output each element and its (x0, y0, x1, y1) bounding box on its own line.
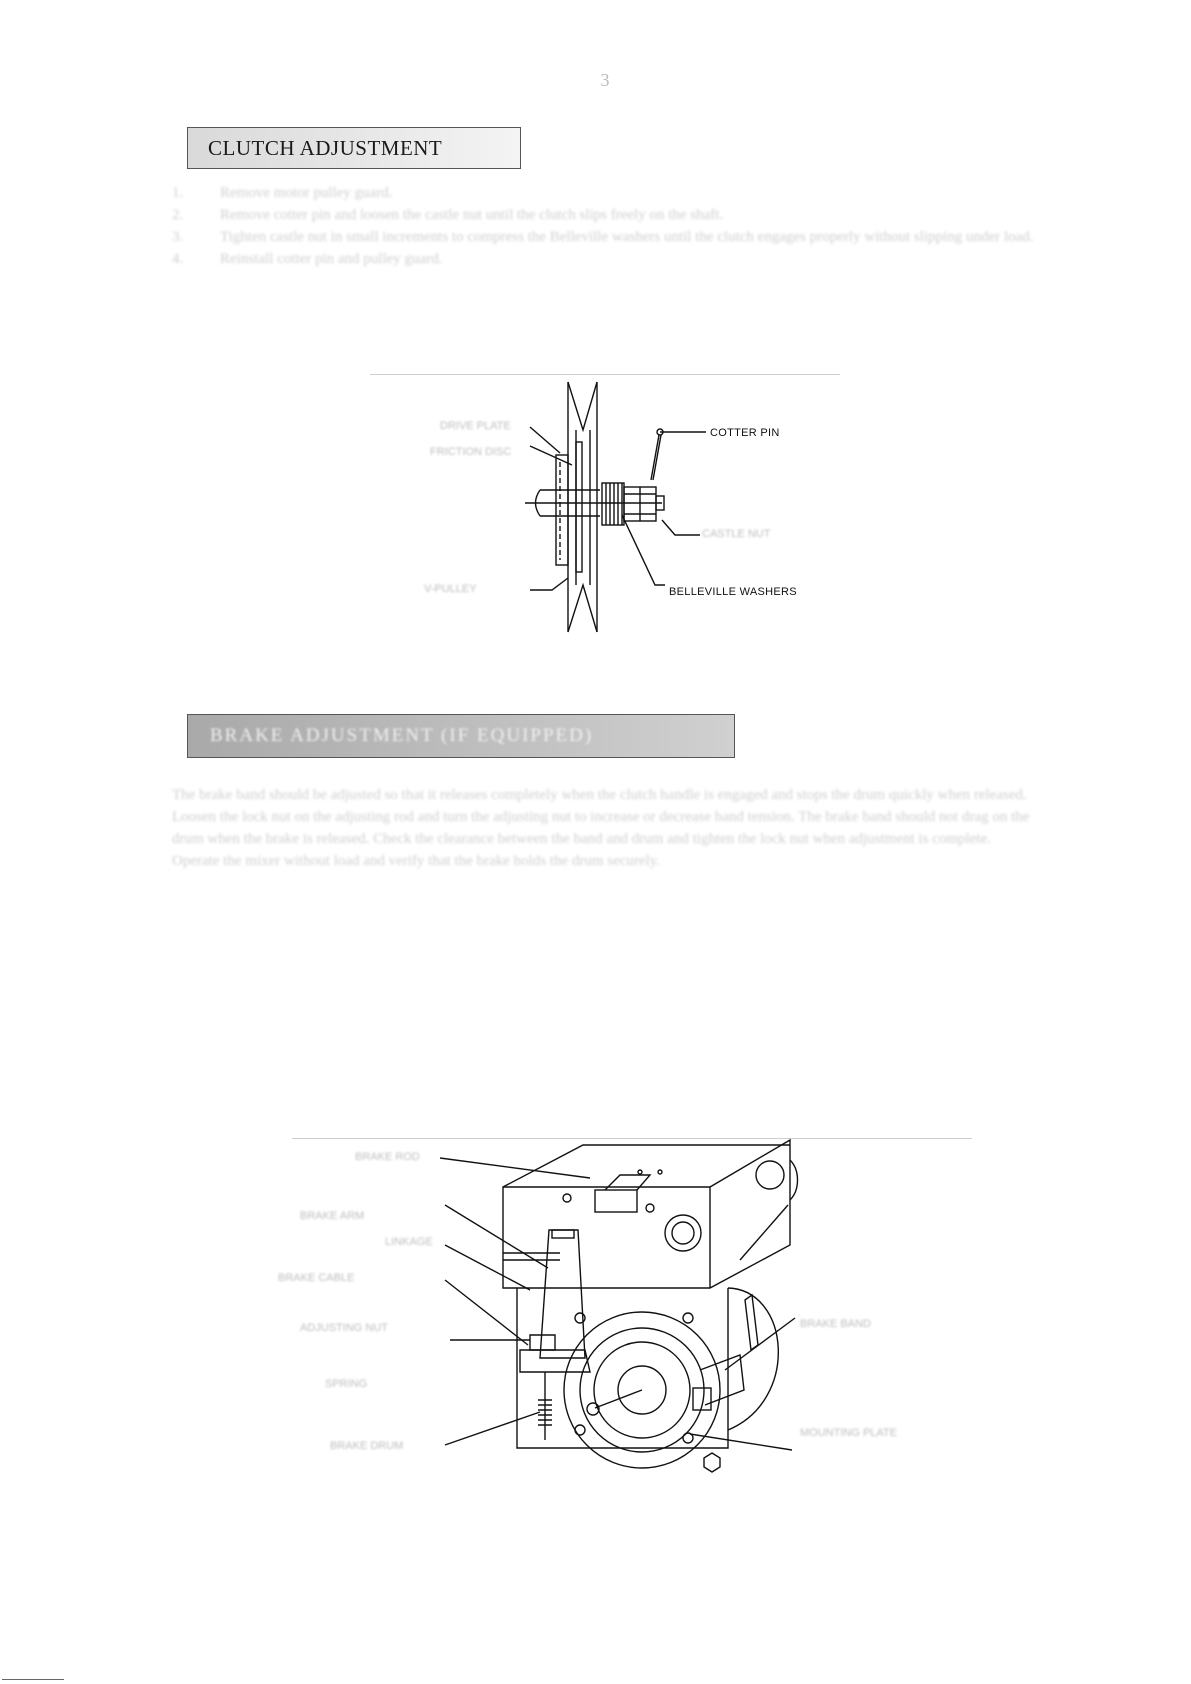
label-faded: DRIVE PLATE (440, 420, 511, 432)
section-heading-label: CLUTCH ADJUSTMENT (208, 136, 443, 160)
instruction-step: 1. Remove motor pulley guard. (172, 185, 393, 201)
label-cotter-pin: COTTER PIN (710, 427, 780, 439)
label-faded: BRAKE ARM (300, 1210, 365, 1222)
label-faded: V-PULLEY (424, 583, 477, 595)
label-faded: BRAKE CABLE (278, 1272, 355, 1284)
label-faded: FRICTION DISC (430, 446, 512, 458)
label-faded: LINKAGE (385, 1236, 433, 1248)
brake-instructions: The brake band should be adjusted so that it releases completely when the clutch handle is engaged and stops the drum quickly when released. Loosen the lock nut on the adjusting rod and turn the adjusting nut to increase or decrease band tension. The brake band should not drag on the drum when the brake is released. Check the clearance between the band and drum and tighten the lock nut when adjustment is complete. Operate the mixer without load and verify that the brake holds the drum securely. (172, 787, 1030, 869)
label-belleville-washers: BELLEVILLE WASHERS (669, 586, 797, 598)
section-heading-label: BRAKE ADJUSTMENT (IF EQUIPPED) (210, 725, 594, 746)
page-number: 3 (600, 70, 610, 90)
label-faded: BRAKE BAND (800, 1318, 871, 1330)
label-faded: ADJUSTING NUT (300, 1322, 388, 1334)
label-faded: BRAKE ROD (355, 1151, 420, 1163)
instruction-step: 4. Reinstall cotter pin and pulley guard. (172, 251, 443, 267)
instruction-step: 3. Tighten castle nut in small increments to compress the Belleville washers until the clutch engages properly without slipping under load. (172, 229, 1034, 245)
label-faded: BRAKE DRUM (330, 1440, 404, 1452)
label-faded: MOUNTING PLATE (800, 1427, 897, 1439)
label-faded: CASTLE NUT (702, 528, 771, 540)
scan-edge-mark (2, 1679, 64, 1683)
instruction-step: 2. Remove cotter pin and loosen the castle nut until the clutch slips freely on the shaft. (172, 207, 724, 223)
label-faded: SPRING (325, 1378, 368, 1390)
